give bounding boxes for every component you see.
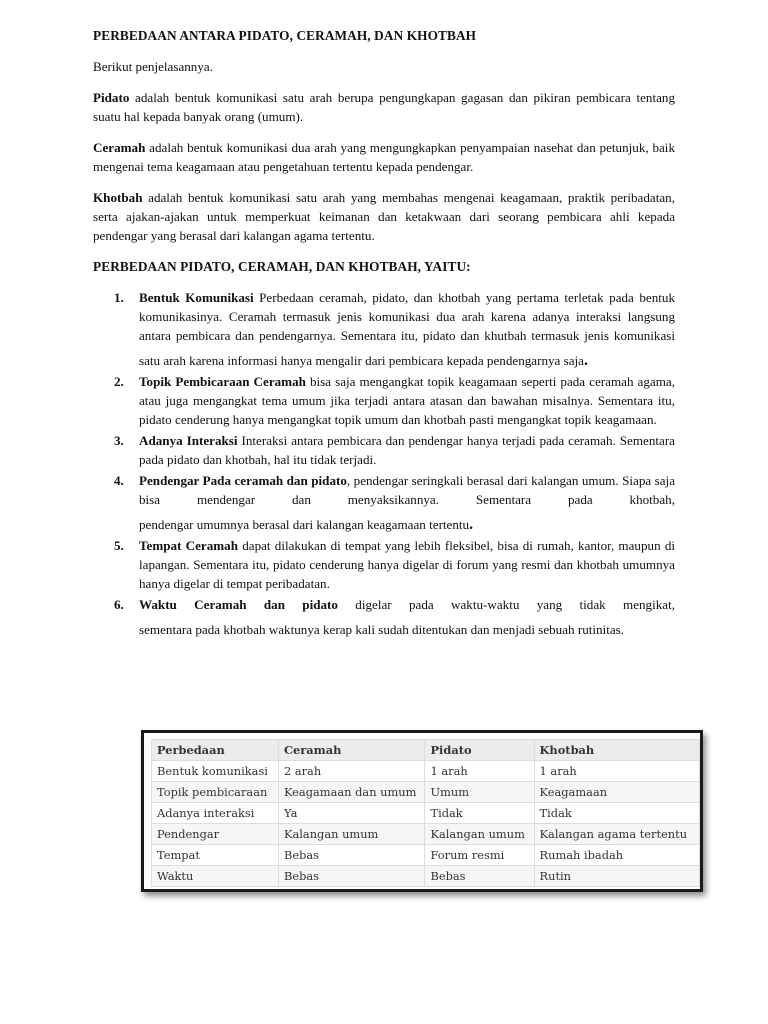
table-header-cell: Perbedaan [152, 740, 279, 761]
list-item-text-line: pendengar umumnya berasal dari kalangan keagamaan tertentu [139, 517, 470, 532]
table-cell: Kalangan umum [425, 824, 534, 845]
table-cell: 2 arah [278, 761, 425, 782]
list-number: 3. [114, 433, 124, 448]
definition-ceramah [93, 138, 675, 176]
table-row [152, 782, 700, 803]
list-item [93, 372, 675, 429]
comparison-table [151, 739, 700, 887]
table-header-cell: Khotbah [534, 740, 699, 761]
list-item-text-cont [139, 515, 473, 534]
table-cell: Keagamaan [534, 782, 699, 803]
table-cell: 1 arah [425, 761, 534, 782]
list-item-text: bisa saja mengangkat topik keagamaan seperti pada ceramah agama, atau juga mengangkat tema umum jika terjadi antara atasan dan bawahan misalnya. Sementara itu, pidato cenderung hanya mengangkat topik umum dan khotbah pasti mengangkat topik keagamaan. [139, 374, 675, 427]
document-title: PERBEDAAN ANTARA PIDATO, CERAMAH, DAN KHOTBAH [93, 28, 477, 43]
list-item-term: Bentuk Komunikasi [139, 290, 254, 305]
list-item-text: Interaksi antara pembicara dan pendengar hanya terjadi pada ceramah. Sementara pada pidato dan khotbah, hal itu tidak terjadi. [139, 433, 675, 467]
table-cell: Rutin [534, 866, 699, 887]
list-item-term: Tempat Ceramah [139, 538, 239, 553]
table-cell: Tidak [534, 803, 699, 824]
table-cell: Pendengar [152, 824, 279, 845]
list-item [93, 536, 675, 593]
list-item-text-line: dari pembicara kepada pendengarnya saja [365, 353, 584, 368]
table-cell: Forum resmi [425, 845, 534, 866]
table-cell: Bentuk komunikasi [152, 761, 279, 782]
table-header-cell: Ceramah [278, 740, 425, 761]
list-item-text: dapat dilakukan di tempat yang lebih fleksibel, bisa di rumah, kantor, maupun di lapangan. Sementara itu, pidato cenderung hanya digelar di forum yang resmi dan khotbah umumnya hanya digelar di tempat peribadatan. [139, 538, 676, 591]
difference-list [93, 288, 675, 639]
list-item-text-cont [139, 620, 624, 639]
table-cell: Ya [278, 803, 425, 824]
list-number: 5. [114, 538, 124, 553]
list-item-end: . [469, 516, 474, 533]
table-cell: Bebas [278, 845, 425, 866]
table-cell: Adanya interaksi [152, 803, 279, 824]
table-cell: Rumah ibadah [534, 845, 699, 866]
list-number: 4. [114, 473, 124, 488]
comparison-table-image [141, 730, 703, 892]
table-cell: Tempat [152, 845, 279, 866]
list-number: 6. [114, 597, 124, 612]
list-item [93, 431, 675, 469]
table-cell: Bebas [278, 866, 425, 887]
list-item-text-cont [365, 351, 588, 370]
intro-text: Berikut penjelasannya. [93, 59, 213, 74]
table-cell: Kalangan umum [278, 824, 425, 845]
table-row [152, 803, 700, 824]
table-cell: Topik pembicaraan [152, 782, 279, 803]
list-number: 2. [114, 374, 124, 389]
list-item-text: digelar pada waktu-waktu yang tidak mengikat, [337, 597, 676, 612]
table-header-row [152, 740, 700, 761]
list-item-end: . [584, 352, 588, 369]
definition-pidato [93, 88, 675, 126]
definition-term: Pidato [93, 90, 130, 105]
definition-term: Ceramah [93, 140, 146, 155]
definition-khotbah [93, 188, 675, 245]
table-row [152, 824, 700, 845]
table-cell: Keagamaan dan umum [278, 782, 425, 803]
list-item-term: Adanya Interaksi [139, 433, 238, 448]
list-item-text-line: sementara pada khotbah waktunya kerap kali sudah ditentukan dan menjadi sebuah rutinitas. [139, 622, 625, 637]
list-item [93, 288, 675, 370]
table-header-cell: Pidato [425, 740, 534, 761]
table-row [152, 845, 700, 866]
list-item [93, 595, 675, 639]
table-cell: Kalangan agama tertentu [534, 824, 699, 845]
list-item-term: Pendengar Pada ceramah dan pidato [139, 473, 347, 488]
list-item [93, 471, 675, 534]
table-cell: Bebas [425, 866, 534, 887]
list-item-term: Topik Pembicaraan Ceramah [139, 374, 306, 389]
table-cell: Tidak [425, 803, 534, 824]
table-cell: 1 arah [534, 761, 699, 782]
list-item-term: Waktu Ceramah dan pidato [139, 597, 338, 612]
definition-term: Khotbah [93, 190, 143, 205]
definition-text: adalah bentuk komunikasi satu arah yang membahas mengenai keagamaan, praktik peribadatan, serta ajakan-ajakan untuk memperkuat keimanan dan ketakwaan dari seorang pembicara ahli kepada pendengar yang berasal dari kalangan agama tertentu. [93, 190, 675, 243]
list-item-text: , pendengar seringkali berasal dari kalangan umum. Siapa saja bisa mendengar dan menyaksikannya. Sementara pada khotbah, [139, 473, 676, 507]
table-row [152, 761, 700, 782]
list-item-text: Perbedaan ceramah, pidato, dan khotbah yang pertama terletak pada bentuk komunikasinya. Ceramah termasuk jenis komunikasi dua arah karena adanya interaksi langsung antara pembicara dan pendengarnya. Sementara itu, pidato dan khutbah termasuk jenis komunikasi satu arah karena informasi hanya mengalir [139, 290, 675, 368]
section-subtitle: PERBEDAAN PIDATO, CERAMAH, DAN KHOTBAH, YAITU: [93, 259, 471, 274]
definition-text: adalah bentuk komunikasi satu arah berupa pengungkapan gagasan dan pikiran pembicara tentang suatu hal kepada banyak orang (umum). [93, 90, 675, 124]
table-row [152, 866, 700, 887]
definition-text: adalah bentuk komunikasi dua arah yang mengungkapkan penyampaian nasehat dan petunjuk, baik mengenai tema keagamaan atau pengetahuan tertentu kepada pendengar. [93, 140, 675, 174]
table-cell: Waktu [152, 866, 279, 887]
document-page [93, 22, 675, 641]
table-cell: Umum [425, 782, 534, 803]
list-number: 1. [114, 290, 124, 305]
